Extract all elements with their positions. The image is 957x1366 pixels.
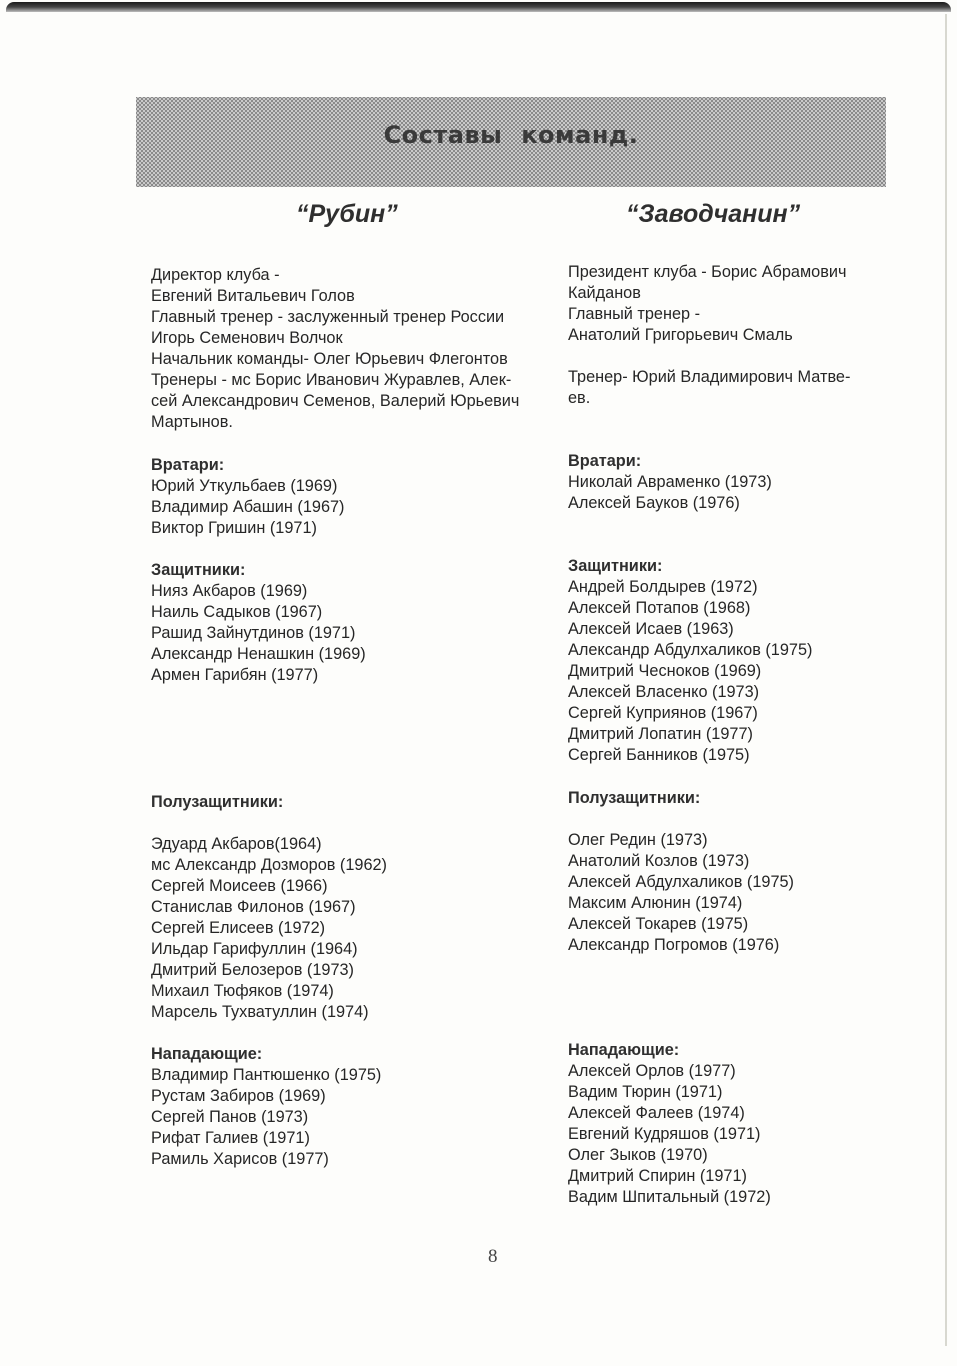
section-defenders [151, 560, 561, 686]
player-entry: Виктор Гришин (1971) [151, 519, 317, 537]
page-right-edge [945, 14, 947, 1346]
player-entry: Вадим Тюрин (1971) [568, 1083, 723, 1101]
player-entry: Владимир Абашин (1967) [151, 498, 345, 516]
player-entry: Рашид Зайнутдинов (1971) [151, 624, 356, 642]
page-top-edge [6, 2, 951, 12]
player-entry: Алексей Власенко (1973) [568, 683, 760, 701]
staff-line [568, 346, 888, 367]
staff-line: Тренер- Юрий Владимирович Матве- [568, 368, 851, 386]
player-entry: Сергей Банников (1975) [568, 746, 750, 764]
section-heading: Вратари: [568, 452, 642, 470]
section-goalkeepers [568, 451, 888, 514]
player-entry: Андрей Болдырев (1972) [568, 578, 758, 596]
player-entry: Алексей Токарев (1975) [568, 915, 749, 933]
player-entry: Евгений Кудряшов (1971) [568, 1125, 761, 1143]
staff-line: Мартынов. [151, 413, 233, 431]
player-entry: Сергей Панов (1973) [151, 1108, 309, 1126]
player-entry: Рустам Забиров (1969) [151, 1087, 326, 1105]
title-banner [136, 97, 886, 187]
team-name-rubin: “Рубин” [296, 200, 398, 228]
section-heading: Нападающие: [568, 1041, 680, 1059]
player-entry: Алексей Потапов (1968) [568, 599, 751, 617]
player-entry: Максим Алюнин (1974) [568, 894, 743, 912]
staff-block [568, 262, 888, 409]
player-entry: Алексей Абдулхаликов (1975) [568, 873, 794, 891]
player-entry: Дмитрий Спирин (1971) [568, 1167, 747, 1185]
player-entry: Дмитрий Лопатин (1977) [568, 725, 753, 743]
page-number: 8 [488, 1246, 498, 1267]
staff-line: Тренеры - мс Борис Иванович Журавлев, Алек- [151, 371, 512, 389]
team-roster-zavodchanin [568, 262, 888, 1208]
section-heading: Защитники: [151, 561, 246, 579]
staff-line: Кайданов [568, 284, 641, 302]
player-entry: Олег Зыков (1970) [568, 1146, 708, 1164]
section-heading: Вратари: [151, 456, 225, 474]
section-forwards [568, 1040, 888, 1208]
player-entry: Станислав Филонов (1967) [151, 898, 356, 916]
player-entry: Александр Ненашкин (1969) [151, 645, 366, 663]
player-entry: Алексей Бауков (1976) [568, 494, 740, 512]
player-entry: Александр Абдулхаликов (1975) [568, 641, 813, 659]
team-roster-rubin [151, 265, 561, 1170]
section-heading: Полузащитники: [568, 789, 701, 807]
player-entry: Алексей Фалеев (1974) [568, 1104, 745, 1122]
player-entry: Михаил Тюфяков (1974) [151, 982, 334, 1000]
player-entry: мс Александр Дозморов (1962) [151, 856, 387, 874]
staff-line: Директор клуба - [151, 266, 280, 284]
staff-line: Президент клуба - Борис Абрамович [568, 263, 847, 281]
player-entry: Олег Редин (1973) [568, 831, 708, 849]
section-heading: Нападающие: [151, 1045, 263, 1063]
player-entry: Рамиль Харисов (1977) [151, 1150, 329, 1168]
player-entry: Дмитрий Белозеров (1973) [151, 961, 354, 979]
player-entry: Анатолий Козлов (1973) [568, 852, 750, 870]
staff-line: Главный тренер - [568, 305, 701, 323]
staff-line: ев. [568, 389, 591, 407]
staff-line: сей Александрович Семенов, Валерий Юрьевич [151, 392, 520, 410]
player-entry: Александр Погромов (1976) [568, 936, 780, 954]
section-forwards [151, 1044, 561, 1170]
section-midfielders [568, 788, 888, 956]
page-title: Составы команд. [383, 121, 639, 149]
player-entry: Юрий Уткульбаев (1969) [151, 477, 338, 495]
player-entry: Сергей Елисеев (1972) [151, 919, 326, 937]
staff-line: Главный тренер - заслуженный тренер России [151, 308, 505, 326]
player-entry: Эдуард Акбаров(1964) [151, 835, 322, 853]
player-entry: Ильдар Гарифуллин (1964) [151, 940, 358, 958]
staff-line: Анатолий Григорьевич Смаль [568, 326, 793, 344]
staff-block [151, 265, 561, 433]
player-entry: Вадим Шпитальный (1972) [568, 1188, 771, 1206]
player-entry: Сергей Моисеев (1966) [151, 877, 328, 895]
staff-line: Начальник команды- Олег Юрьевич Флегонтов [151, 350, 508, 368]
player-entry: Рифат Галиев (1971) [151, 1129, 310, 1147]
player-entry: Марсель Тухватуллин (1974) [151, 1003, 369, 1021]
player-entry: Нияз Акбаров (1969) [151, 582, 308, 600]
player-entry: Владимир Пантюшенко (1975) [151, 1066, 382, 1084]
player-entry: Алексей Исаев (1963) [568, 620, 734, 638]
player-entry: Алексей Орлов (1977) [568, 1062, 736, 1080]
section-heading: Защитники: [568, 557, 663, 575]
team-name-zavodchanin: “Заводчанин” [626, 200, 801, 228]
section-heading: Полузащитники: [151, 793, 284, 811]
player-entry: Армен Гарибян (1977) [151, 666, 319, 684]
staff-line: Игорь Семенович Волчок [151, 329, 343, 347]
player-entry: Николай Авраменко (1973) [568, 473, 772, 491]
staff-line: Евгений Витальевич Голов [151, 287, 355, 305]
section-goalkeepers [151, 455, 561, 539]
section-defenders [568, 556, 888, 766]
player-entry: Наиль Садыков (1967) [151, 603, 323, 621]
section-midfielders [151, 792, 561, 1023]
player-entry: Дмитрий Чесноков (1969) [568, 662, 762, 680]
player-entry: Сергей Куприянов (1967) [568, 704, 758, 722]
